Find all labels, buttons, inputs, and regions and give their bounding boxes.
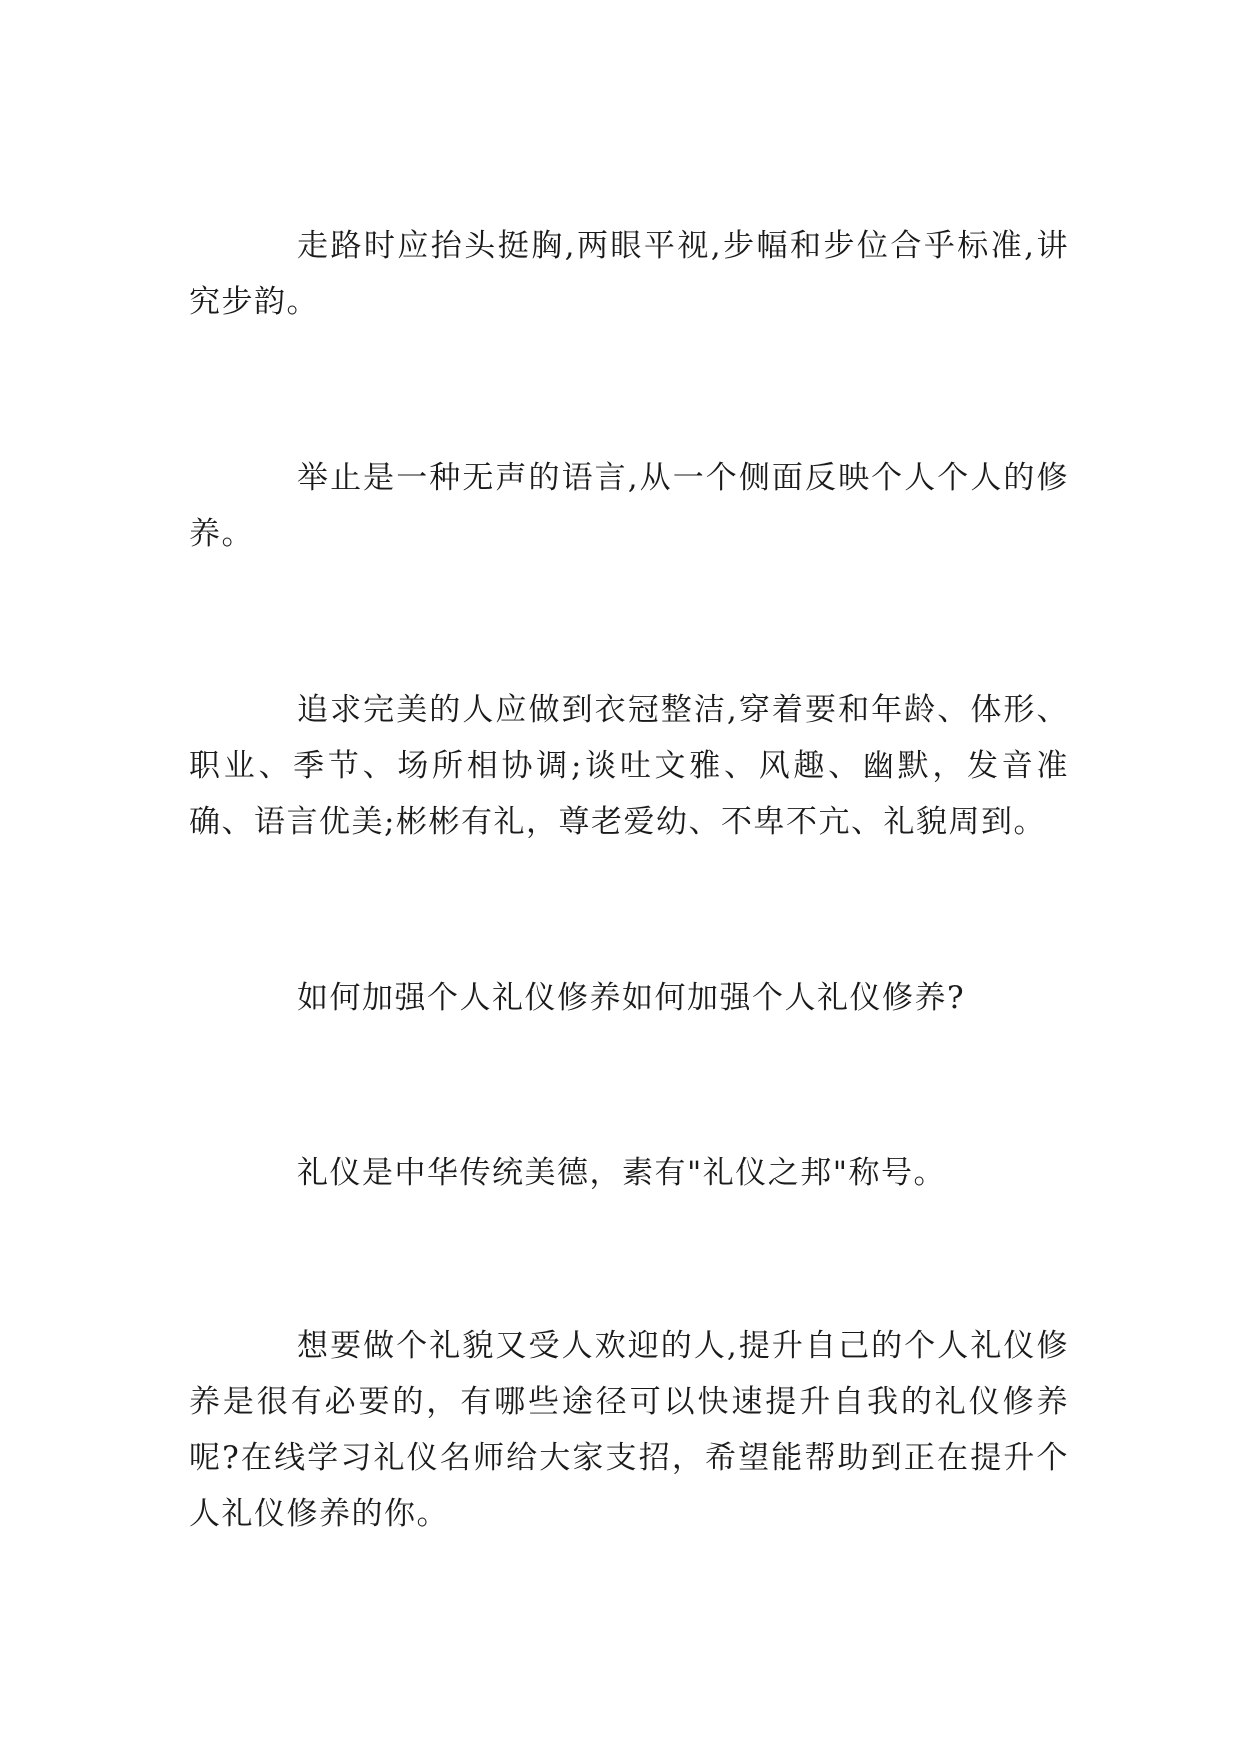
paragraph-manners-language: 举止是一种无声的语言,从一个侧面反映个人个人的修养。 (189, 460, 1069, 552)
paragraph-walking-posture: 走路时应抬头挺胸,两眼平视,步幅和步位合乎标准,讲究步韵。 (189, 228, 1069, 320)
paragraph-improve-etiquette: 想要做个礼貌又受人欢迎的人,提升自己的个人礼仪修养是很有必要的，有哪些途径可以快速提升自我的礼仪修养呢?在线学习礼仪名师给大家支招，希望能帮助到正在提升个人礼仪修养的你。 (189, 1328, 1069, 1532)
paragraph-pursuit-of-perfection: 追求完美的人应做到衣冠整洁,穿着要和年龄、体形、职业、季节、场所相协调;谈吐文雅、风趣、幽默，发音准确、语言优美;彬彬有礼，尊老爱幼、不卑不亢、礼貌周到。 (189, 692, 1069, 840)
paragraph-etiquette-tradition: 礼仪是中华传统美德，素有"礼仪之邦"称号。 (297, 1155, 947, 1191)
paragraph-heading-question: 如何加强个人礼仪修养如何加强个人礼仪修养? (297, 980, 966, 1016)
